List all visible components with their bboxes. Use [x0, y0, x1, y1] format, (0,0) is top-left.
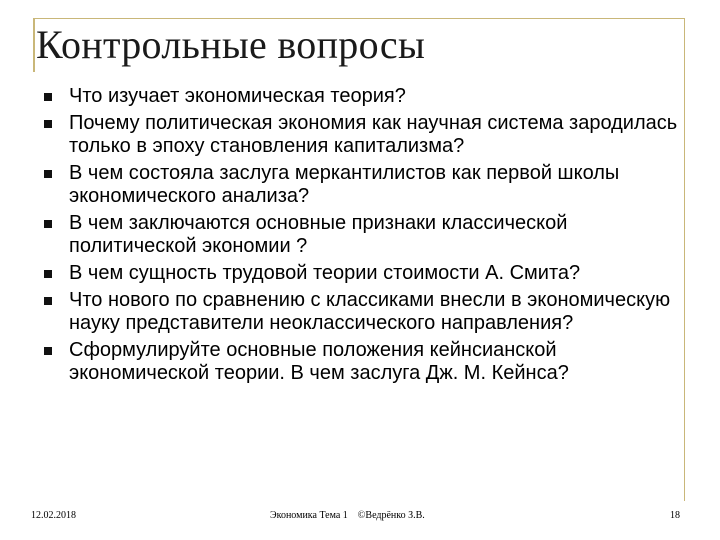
- square-bullet-icon: [44, 120, 52, 128]
- footer-date: 12.02.2018: [31, 510, 76, 521]
- footer-caption: Экономика Тема 1 ©Ведрёнко З.В.: [270, 510, 425, 521]
- square-bullet-icon: [44, 297, 52, 305]
- list-item: [44, 289, 684, 335]
- square-bullet-icon: [44, 170, 52, 178]
- question-text: Почему политическая экономия как научная система зародилась только в эпоху становления капитализма?: [69, 112, 678, 157]
- question-text: В чем состояла заслуга меркантилистов как первой школы экономического анализа?: [69, 162, 620, 207]
- square-bullet-icon: [44, 347, 52, 355]
- list-item: [44, 85, 684, 108]
- list-item: [44, 339, 684, 385]
- square-bullet-icon: [44, 270, 52, 278]
- list-item: [44, 112, 684, 158]
- list-item: [44, 212, 684, 258]
- title-accent-bar: [33, 18, 35, 72]
- question-text: Что нового по сравнению с классиками внесли в экономическую науку представители неоклассического направления?: [69, 289, 671, 334]
- question-text: В чем сущность трудовой теории стоимости А. Смита?: [69, 262, 581, 284]
- question-text: Что изучает экономическая теория?: [69, 85, 406, 107]
- footer-page-number: 18: [670, 510, 680, 521]
- questions-list: [44, 85, 684, 389]
- list-item: [44, 162, 684, 208]
- square-bullet-icon: [44, 220, 52, 228]
- slide-title: Контрольные вопросы: [36, 22, 426, 67]
- question-text: В чем заключаются основные признаки классической политической экономии ?: [69, 212, 568, 257]
- question-text: Сформулируйте основные положения кейнсианской экономической теории. В чем заслуга Дж. М. Кейнса?: [69, 339, 569, 384]
- list-item: [44, 262, 684, 285]
- square-bullet-icon: [44, 93, 52, 101]
